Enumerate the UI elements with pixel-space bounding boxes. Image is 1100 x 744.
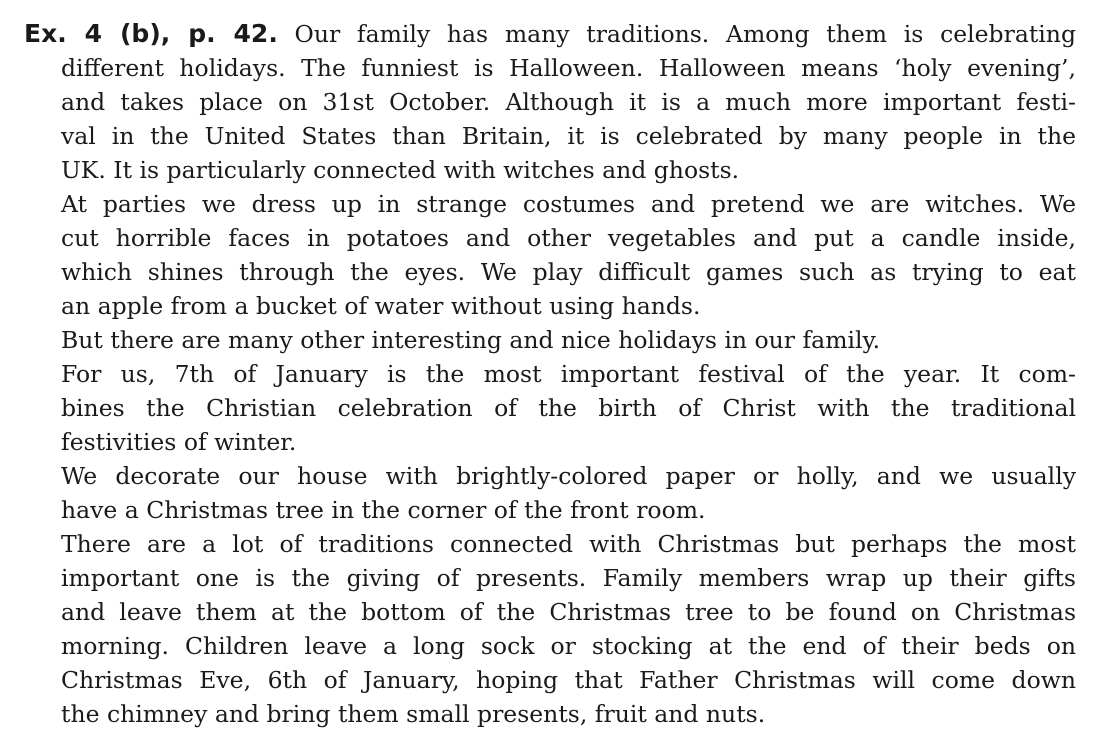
- exercise-line: festivities of winter.: [61, 428, 297, 456]
- exercise-line: At parties we dress up in strange costumes and pretend we are witches. We: [61, 190, 1076, 218]
- exercise-line: different holidays. The funniest is Halloween. Halloween means ‘holy evening’,: [61, 54, 1076, 82]
- exercise-line: bines the Christian celebration of the birth of Christ with the traditional: [61, 394, 1076, 422]
- exercise-line: an apple from a bucket of water without using hands.: [61, 292, 701, 320]
- exercise-line: and takes place on 31st October. Although it is a much more important festi-: [61, 88, 1076, 116]
- exercise-line: important one is the giving of presents. Family members wrap up their gifts: [61, 564, 1076, 592]
- exercise-line: Christmas Eve, 6th of January, hoping that Father Christmas will come down: [61, 666, 1076, 694]
- exercise-line: the chimney and bring them small presents, fruit and nuts.: [61, 700, 766, 728]
- exercise-line: We decorate our house with brightly-colored paper or holly, and we usually: [61, 462, 1076, 490]
- exercise-line: UK. It is particularly connected with witches and ghosts.: [61, 156, 740, 184]
- exercise-line: which shines through the eyes. We play difficult games such as trying to eat: [61, 258, 1076, 286]
- exercise-line: cut horrible faces in potatoes and other vegetables and put a candle inside,: [61, 224, 1076, 252]
- exercise-heading: Ex. 4 (b), p. 42.: [24, 19, 278, 48]
- exercise-line: But there are many other interesting and nice holidays in our family.: [61, 326, 881, 354]
- exercise-line: For us, 7th of January is the most important festival of the year. It com-: [61, 360, 1076, 388]
- exercise-line: [24, 17, 1076, 51]
- exercise-line: have a Christmas tree in the corner of the front room.: [61, 496, 706, 524]
- exercise-line: val in the United States than Britain, it is celebrated by many people in the: [61, 122, 1076, 150]
- exercise-line: and leave them at the bottom of the Christmas tree to be found on Christmas: [61, 598, 1076, 626]
- exercise-line: There are a lot of traditions connected with Christmas but perhaps the most: [61, 530, 1076, 558]
- exercise-line: morning. Children leave a long sock or stocking at the end of their beds on: [61, 632, 1076, 660]
- exercise-line-text: Our family has many traditions. Among them is celebrating: [294, 20, 1076, 48]
